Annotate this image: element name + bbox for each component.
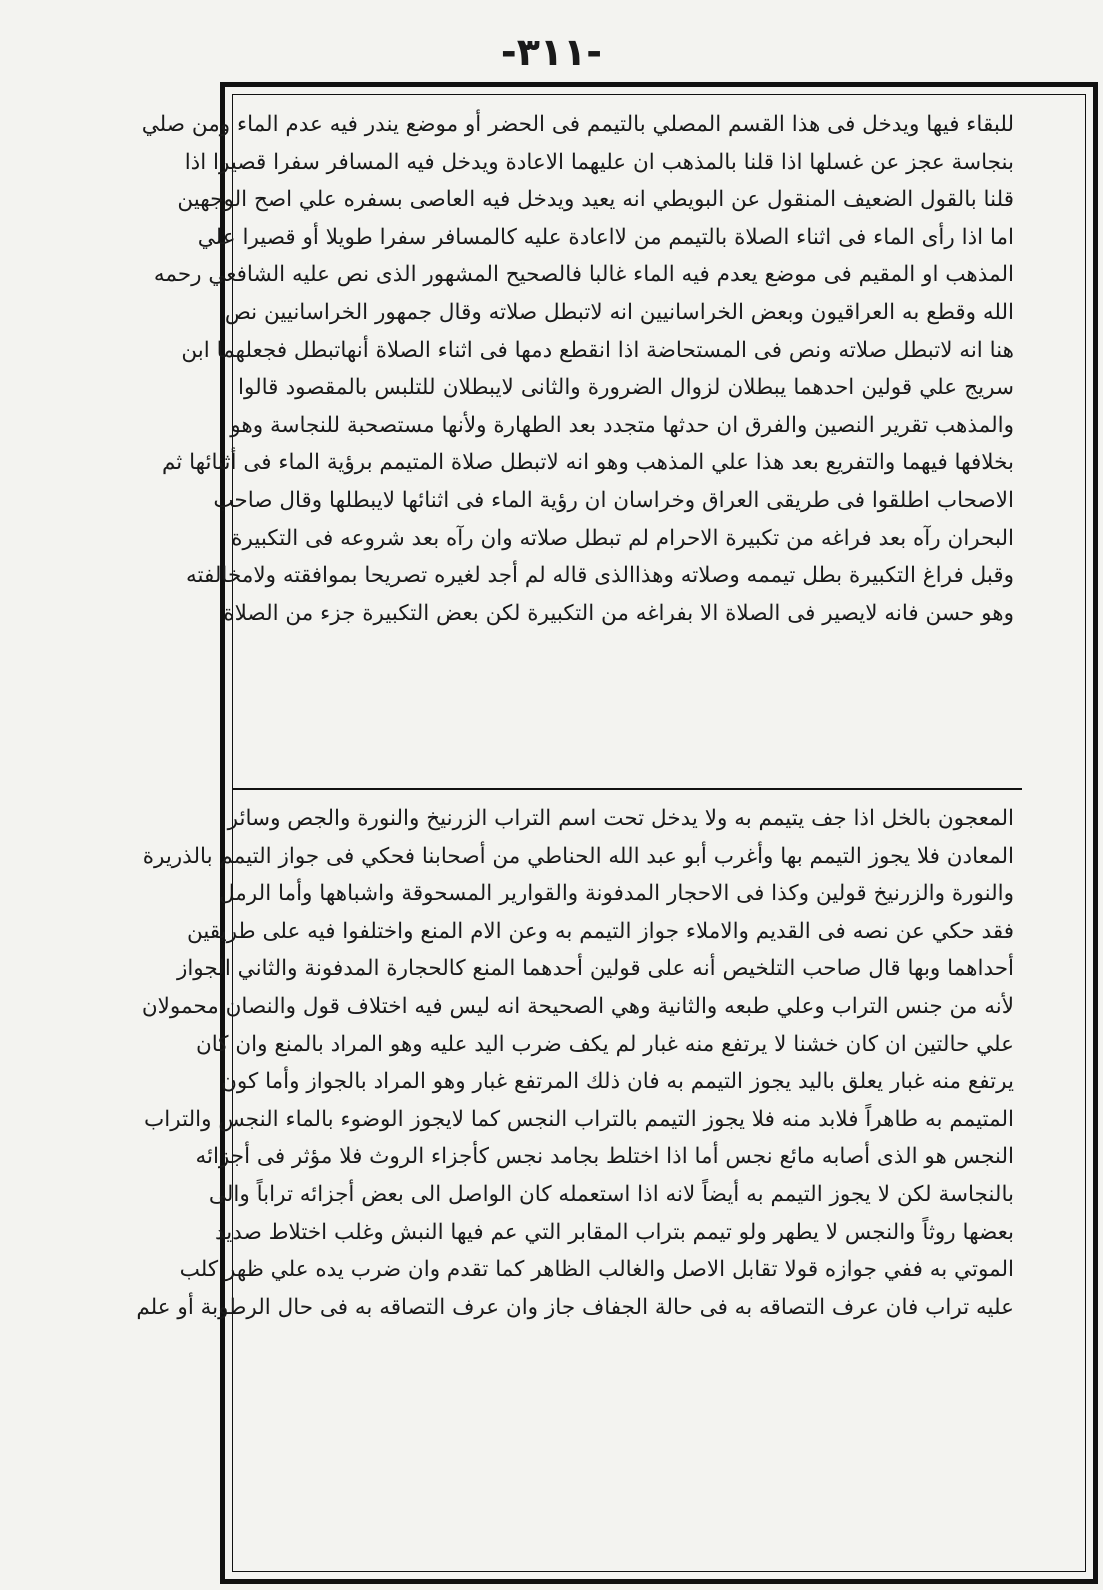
text-line: قلنا بالقول الضعيف المنقول عن البويطي انه يعيد ويدخل فيه العاصى بسفره علي اصح الوجهين [177,187,1014,213]
text-line: أحداهما وبها قال صاحب التلخيص أنه على قولين أحدهما المنع كالحجارة المدفونة والثاني الجواز [176,956,1014,982]
text-line: للبقاء فيها ويدخل فى هذا القسم المصلي بالتيمم فى الحضر أو موضع يندر فيه عدم الماء ومن صلي [141,112,1014,137]
text-line: والمذهب تقرير النصين والفرق ان حدثها متجدد بعد الطهارة ولأنها مستصحبة للنجاسة وهو [230,412,1014,438]
text-line: المذهب او المقيم فى موضع يعدم فيه الماء غالبا فالصحيح المشهور الذى نص عليه الشافعي رحمه [153,262,1014,288]
text-line: الموتي به ففي جوازه قولا تقابل الاصل والغالب الظاهر كما تقدم وان ضرب يده علي ظهر كلب [179,1257,1014,1283]
text-line: علي حالتين ان كان خشنا لا يرتفع منه غبار لم يكف ضرب اليد عليه وهو المراد بالمنع وان كان [195,1031,1014,1057]
text-line: اما اذا رأى الماء فى اثناء الصلاة بالتيمم من لااعادة عليه كالمسافر سفرا طويلا أو قصيرا علي [197,224,1014,250]
text-line: بالنجاسة لكن لا يجوز التيمم به أيضاً لانه اذا استعمله كان الواصل الى بعض أجزائه تراباً والى [208,1181,1014,1207]
text-line: النجس هو الذى أصابه مائع نجس أما اذا اختلط بجامد نجس كأجزاء الروث فلا مؤثر فى أجزائه [195,1144,1014,1170]
text-line: يرتفع منه غبار يعلق باليد يجوز التيمم به فان ذلك المرتفع غبار وهو المراد بالجواز وأما كون [221,1069,1014,1095]
main-text-section [141,106,1014,632]
section-divider [232,788,1022,790]
text-line: سريج علي قولين احدهما يبطلان لزوال الضرورة والثانى لايبطلان للتلبس بالمقصود قالوا [238,375,1014,401]
text-line: بعضها روثاً والنجس لا يطهر ولو تيمم بتراب المقابر التي عم فيها النبش وغلب اختلاط صديد [215,1219,1014,1245]
text-line: البحران رآه بعد فراغه من تكبيرة الاحرام لم تبطل صلاته وان رآه بعد شروعه فى التكبيرة [231,525,1014,551]
text-line: المعادن فلا يجوز التيمم بها وأغرب أبو عبد الله الحناطي من أصحابنا فحكي فى جواز التيمم بالذريرة [142,843,1014,869]
text-line: عليه تراب فان عرف التصاقه به فى حالة الجفاف جاز وان عرف التصاقه به فى حال الرطوبة أو علم [136,1294,1014,1320]
text-line: وهو حسن فانه لايصير فى الصلاة الا بفراغه من التكبيرة لكن بعض التكبيرة جزء من الصلاة [223,600,1014,626]
text-line: المعجون بالخل اذا جف يتيمم به ولا يدخل تحت اسم التراب الزرنيخ والنورة والجص وسائر [227,806,1014,831]
text-line: لأنه من جنس التراب وعلي طبعه والثانية وهي الصحيحة انه ليس فيه اختلاف قول والنصان محمولان [141,993,1014,1019]
text-line: وقبل فراغ التكبيرة بطل تيممه وصلاته وهذاالذى قاله لم أجد لغيره تصريحا بموافقته ولامخالفته [185,563,1014,589]
commentary-text-section [136,800,1014,1326]
text-line: الاصحاب اطلقوا فى طريقى العراق وخراسان ان رؤية الماء فى اثنائها لايبطلها وقال صاحب [213,487,1014,513]
text-line: الله وقطع به العراقيون وبعض الخراسانيين انه لاتبطل صلاته وقال جمهور الخراسانيين نص [224,299,1014,325]
text-line: والنورة والزرنيخ قولين وكذا فى الاحجار المدفونة والقوارير المسحوقة واشباهها وأما الرمل [219,881,1014,907]
page-number: -٣١١- [500,30,603,74]
text-line: بخلافها فيهما والتفريع بعد هذا علي المذهب وهو انه لاتبطل صلاة المتيمم برؤية الماء فى أثنائها ثم [161,450,1014,476]
text-line: فقد حكي عن نصه فى القديم والاملاء جواز التيمم به وعن الام المنع واختلفوا فيه على طريقين [186,918,1014,944]
text-line: المتيمم به طاهراً فلابد منه فلا يجوز التيمم بالتراب النجس كما لايجوز الوضوء بالماء النجس والتراب [144,1106,1014,1132]
text-line: هنا انه لاتبطل صلاته ونص فى المستحاضة اذا انقطع دمها فى اثناء الصلاة أنهاتبطل فجعلهما ابن [181,337,1014,363]
text-line: بنجاسة عجز عن غسلها اذا قلنا بالمذهب ان عليهما الاعادة ويدخل فيه المسافر سفرا قصيرا اذا [184,149,1014,175]
